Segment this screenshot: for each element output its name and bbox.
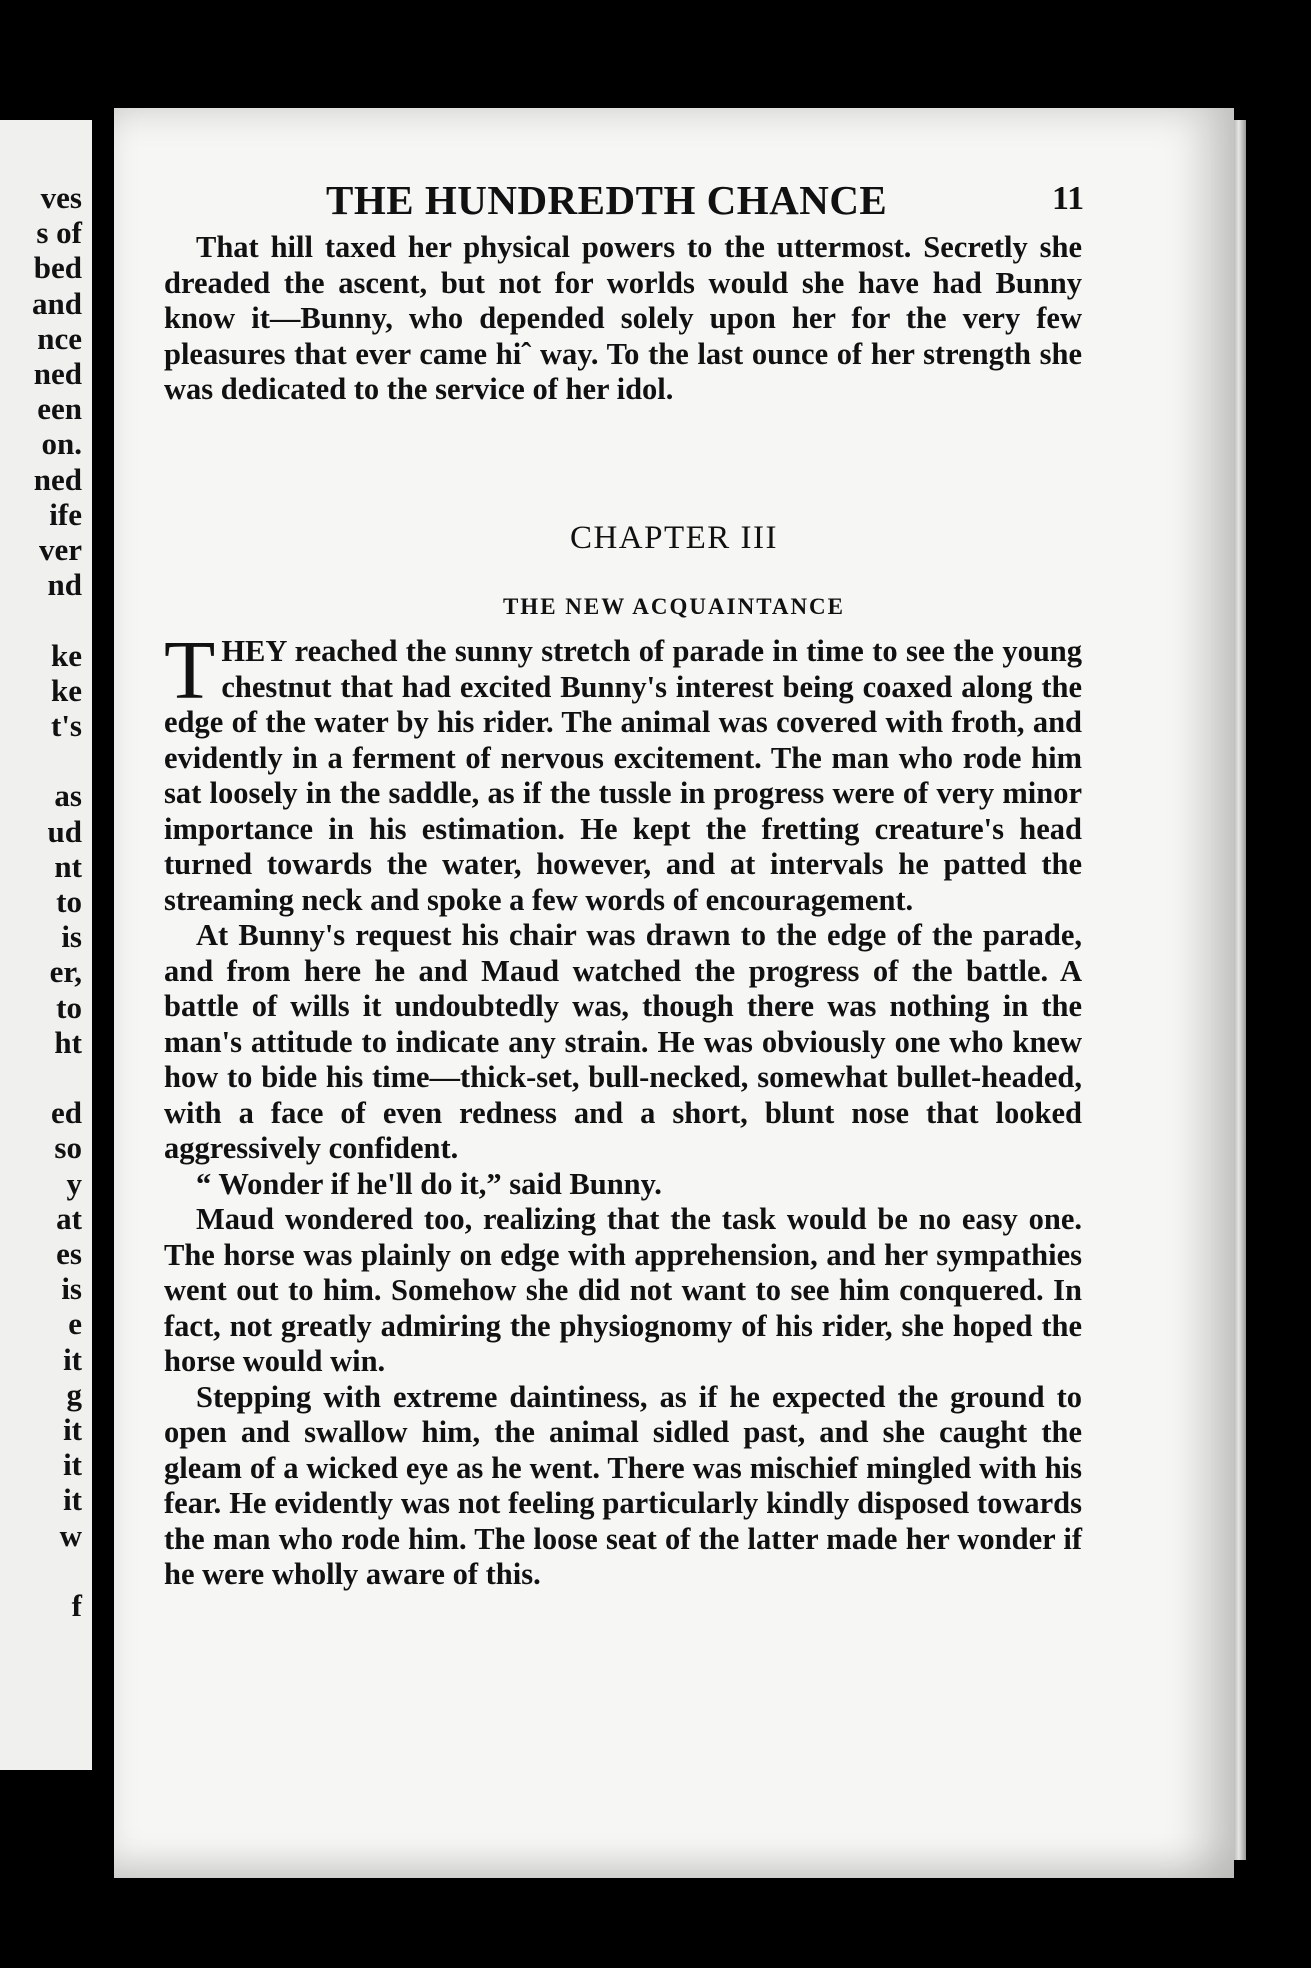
previous-page-text-fragment: nd (47, 567, 82, 603)
previous-page-text-fragment: ke (51, 672, 82, 708)
chapter-first-paragraph (164, 624, 1082, 918)
previous-page-text-fragment: e (68, 1306, 82, 1342)
previous-page-text-fragment: it (63, 1447, 82, 1483)
previous-page-text-fragment: ver (38, 532, 82, 567)
previous-page-text-fragment: bed (33, 250, 82, 286)
previous-page-text-fragment: is (61, 1271, 82, 1307)
previous-page-text-fragment: es (56, 1236, 82, 1271)
previous-page-text-fragment: er, (49, 954, 82, 990)
previous-page-text-fragment: it (63, 1412, 82, 1447)
previous-page-text-fragment: ned (33, 356, 82, 391)
previous-page-text-fragment: so (54, 1130, 82, 1166)
previous-page-text-fragment: to (56, 884, 82, 919)
previous-page-text-fragment: y (66, 1165, 82, 1201)
previous-page-text-fragment: ves (40, 180, 82, 215)
opening-text-block (164, 230, 1082, 408)
chapter-paragraph: At Bunny's request his chair was drawn to the edge of the parade, and from here he and Maud watched the progress of the battle. A battle of wills it undoubtedly was, though there was nothing in the man's attitude to indicate any strain. He was obviously one who knew how to bide his time—thick-set, bull-necked, somewhat bullet-headed, with a face of even redness and a short, blunt nose that looked aggressively confident. (164, 918, 1082, 1165)
opening-paragraph: That hill taxed her physical powers to the uttermost. Secretly she dreaded the ascent, but not for worlds would she have had Bunny know it—Bunny, who depended solely upon her for the very few pleasures that ever came hiˆ way. To the last ounce of her strength she was dedicated to the service of her idol. (164, 230, 1082, 406)
chapter-subtitle: THE NEW ACQUAINTANCE (502, 594, 846, 619)
chapter-paragraph: “ Wonder if he'll do it,” said Bunny. (196, 1166, 662, 1201)
previous-page-fragment (0, 120, 92, 1770)
previous-page-text-fragment: and (32, 285, 82, 321)
previous-page-text-fragment: ed (51, 1095, 82, 1131)
previous-page-text-fragment: t's (51, 708, 82, 743)
previous-page-text-fragment: ht (54, 1024, 82, 1060)
book-gutter (92, 110, 114, 1810)
page-number: 11 (1052, 180, 1085, 217)
previous-page-text-fragment: to (56, 989, 82, 1025)
first-paragraph-text: HEY reached the sunny stretch of parade in time to see the young chestnut that had excited Bunny's interest being coaxed along the edge of the water by his rider. The animal was covered with froth, and evidently in a ferment of nervous excitement. The man who rode him sat loosely in the saddle, as if the tussle in progress were of very minor importance in his estimation. He kept the fretting creature's head turned towards the water, however, and at intervals he patted the streaming neck and spoke a few words of encouragement. (164, 634, 1082, 917)
chapter-paragraph: Maud wondered too, realizing that the task would be no easy one. The horse was plainly on edge with apprehension, and her sympathies went out to him. Somehow she did not want to see him conquered. In fact, not greatly admiring the physiognomy of his rider, she hoped the horse would win. (164, 1202, 1082, 1378)
previous-page-text-fragment: as (54, 778, 82, 814)
previous-page-text-fragment: it (63, 1482, 82, 1518)
chapter-paragraph: Stepping with extreme daintiness, as if he expected the ground to open and swallow him, the animal sidled past, and she caught the gleam of a wicked eye as he went. There was mischief mingled with his fear. He evidently was not feeling particularly kindly disposed towards the man who rode him. The loose seat of the latter made her wonder if he were wholly aware of this. (164, 1379, 1082, 1591)
previous-page-text-fragment: ife (49, 496, 82, 532)
previous-page-text-fragment: it (63, 1341, 82, 1377)
previous-page-text-fragment: w (59, 1517, 82, 1553)
previous-page-text-fragment: f (71, 1588, 82, 1623)
chapter-title: CHAPTER III (569, 520, 779, 556)
previous-page-text-fragment: nt (54, 848, 82, 884)
running-title: THE HUNDREDTH CHANCE (326, 177, 888, 223)
previous-page-text-fragment: een (37, 391, 82, 427)
previous-page-text-fragment: ud (47, 813, 82, 849)
chapter-text-block (164, 624, 1082, 1593)
page-header (114, 176, 1234, 226)
previous-page-text-fragment: s of (36, 215, 82, 251)
previous-page-text-fragment: on. (41, 426, 82, 462)
previous-page-text-fragment: nce (37, 320, 82, 356)
previous-page-text-fragment: ned (33, 461, 82, 497)
previous-page-text-fragment: g (66, 1376, 82, 1412)
previous-page-text-fragment: at (56, 1200, 82, 1236)
previous-page-text-fragment: ke (51, 637, 82, 673)
previous-page-text-fragment: is (61, 919, 82, 955)
book-page (114, 108, 1234, 1878)
drop-cap: T (164, 624, 216, 717)
page-edge (1234, 120, 1246, 1860)
